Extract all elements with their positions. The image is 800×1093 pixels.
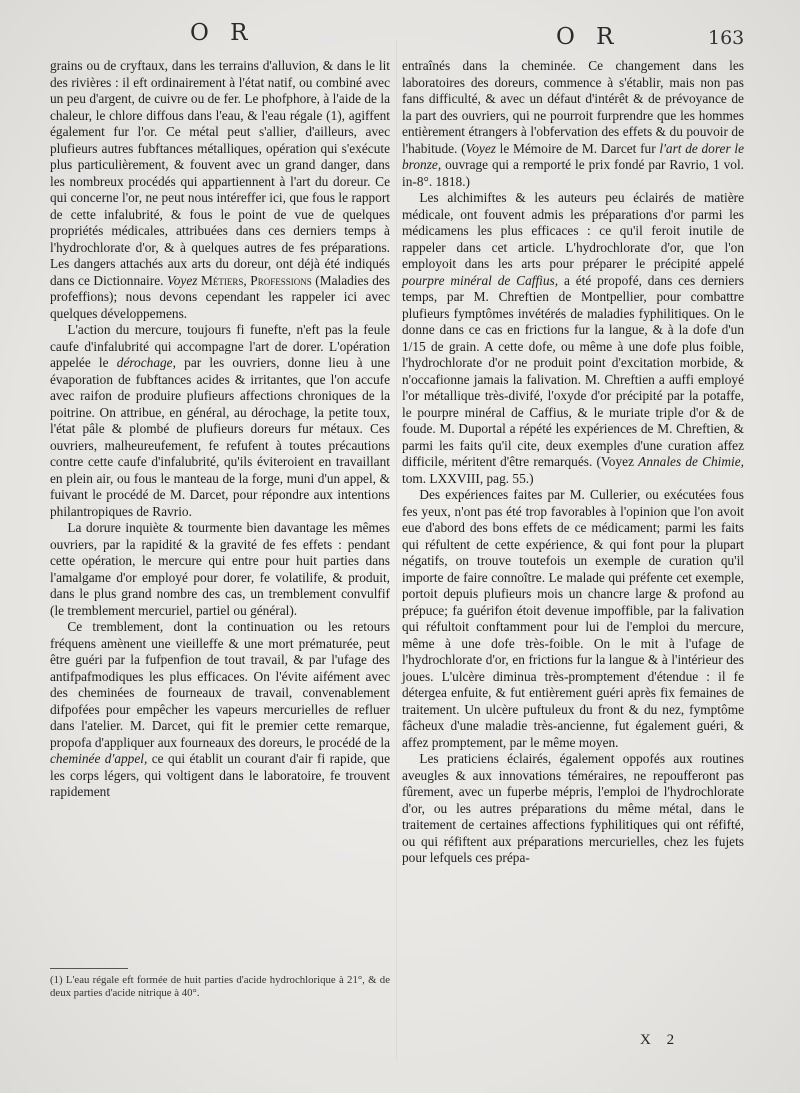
right-column <box>402 58 744 867</box>
left-column <box>50 58 390 801</box>
gutter <box>396 40 397 1060</box>
paragraph: Les praticiens éclairés, également oppofés aux routines aveugles & aux innovations téméraires, ne repoufferont pas fûrement, avec un fuperbe mépris, l'emploi de l'hydrochlorate d'or, ou les autres préparations du même métal, dans le traitement de certaines affections fyphilitiques qui ont réfifté, ou qui réfiftent aux préparations mercurielles, chez les fujets pour lefquels ces prépa- <box>402 751 744 865</box>
paragraph: Ce tremblement, dont la continuation ou les retours fréquens amènent une vieilleffe & une mort prématurée, peut être guéri par la fufpenfion de tout travail, & par l'ufage des antifpafmodiques les plus efficaces. On l'évite aifément avec des cheminées de fourneaux de travail, convenablement difpofées pour empêcher les vapeurs mercurielles de refluer dans l'atelier. M. Darcet, qui fit le premier cette remarque, propofa d'appliquer aux fourneaux des doreurs, le procédé de la cheminée d'appel, ce qui établit un courant d'air fi rapide, que les corps légers, qui voltigent dans le laboratoire, fe trouvent rapidement <box>50 619 390 799</box>
running-head-left: O R <box>190 20 255 46</box>
footnote-rule <box>50 968 128 969</box>
signature-mark: X 2 <box>640 1032 681 1048</box>
paragraph: L'action du mercure, toujours fi funefte, n'eft pas la feule caufe d'infalubrité qui accompagne l'art de dorer. L'opération appelée le dérochage, par les ouvriers, donne lieu à une évaporation de fubftances acides & irritantes, que l'on accufe avec raifon de produire plufieurs affections chroniques de la poitrine. On attribue, en général, au dérochage, la petite toux, l'état pâle & plombé de plufieurs doreurs fur métaux. Ces ouvriers, malheureufement, fe refufent à toutes précautions contre cette caufe d'infalubrité, qu'ils éviteroient en travaillant en plein air, ou fous le manteau de la forge, muni d'un appel, & fuivant le procédé de M. Darcet, pour répondre aux intentions philantropiques de Ravrio. <box>50 322 391 519</box>
footnote: (1) L'eau régale eft formée de huit parties d'acide hydrochlorique à 21°, & de deux parties d'acide nitrique à 40°. <box>50 974 390 999</box>
paragraph: La dorure inquiète & tourmente bien davantage les mêmes ouvriers, par la rapidité & la gravité de fes effets : pendant cette opération, le mercure qui entre pour huit parties dans l'amalgame d'or employé pour dorer, fe volatilife, & produit, dans le plus grand nombre des cas, un tremblement convulfif (le tremblement mercuriel, partiel ou général). <box>50 520 390 618</box>
paragraph: entraînés dans la cheminée. Ce changement dans les laboratoires des doreurs, commence à s'établir, mais non pas fans difficulté, & avec un défaut d'intérêt & de prévoyance de la part des ouvriers, qui ne pourroit furprendre que les hommes entièrement étrangers à l'obfervation des effets & du pouvoir de l'habitude. (Voyez le Mémoire de M. Darcet fur l'art de dorer le bronze, ouvrage qui a remporté le prix fondé par Ravrio, 1 vol. in-8°. 1818.) <box>402 58 744 189</box>
paragraph: grains ou de cryftaux, dans les terrains d'alluvion, & dans le lit des rivières : il eft ordinairement à l'état natif, ou combiné avec un peu d'argent, de cuivre ou de fer. Le phofphore, à l'aide de la chaleur, le chlore diffous dans l'eau, & l'eau régale (1), agiffent également fur l'or. Ce métal peut s'allier, d'ailleurs, avec plufieurs autres fubftances métalliques, opération qui s'exécute plus particulièrement, & fouvent avec un grand danger, dans les nombreux procédés qui appartiennent à l'art du doreur. Ce qui concerne l'or, ne peut nous intéreffer ici, que fous le rapport de cette infalubrité, & fous le point de vue de quelques propriétés médicales, attribuées dans ces derniers temps à l'hydrochlorate d'or, & à quelques autres de fes préparations. Les dangers attachés aux arts du doreur, ont déjà été indiqués dans ce Dictionnaire. Voyez Métiers, Professions (Maladies des profeffions); nous devons cependant les rappeler ici avec quelques développemens. <box>50 58 391 321</box>
paragraph: Des expériences faites par M. Cullerier, ou exécutées fous fes yeux, n'ont pas été trop favorables à l'opinion que l'on avoit eue d'abord des bons effets de ce médicament; parmi les faits qui réfultent de cette expérience, & qui font pour la plupart négatifs, on trouve toutefois un exemple de curation qu'il importe de faire connoître. Le malade qui préfente cet exemple, portoit depuis plufieurs mois un chancre large & profond au prépuce; fa guérifon étoit devenue impoffible, par la falivation qui réfultoit conftamment pour lui de l'emploi du mercure, même à une dofe très-foible. On le mit à l'ufage de l'hydrochlorate d'or, en frictions fur la langue & à l'intérieur des joues. L'ulcère diminua très-promptement d'étendue : il fe détergea enfuite, & fut entièrement guéri après fix femaines de traitement. Un ulcère puftuleux du front & du nez, fymptôme fâcheux d'une maladie très-ancienne, fut également guéri, & affez promptement, par le même moyen. <box>402 487 744 750</box>
page-number: 163 <box>708 27 745 49</box>
running-head-right: O R <box>556 24 621 50</box>
paragraph: Les alchimiftes & les auteurs peu éclairés de matière médicale, ont fouvent admis les préparations d'or parmi les médicamens les plus efficaces : ce qu'il feroit inutile de rappeler dans cet article. L'hydrochlorate d'or, que l'on employoit dans les arts pour préparer le précipité appelé pourpre minéral de Caffius, a été propofé, dans ces derniers temps, par M. Chreftien de Montpellier, pour combattre plufieurs fymptômes invétérés de maladies fyphilitiques. On le donne dans ce cas en frictions fur la langue, & à la dofe d'un 1/15 de grain. A cette dofe, ou même à une dofe plus foible, l'hydrochlorate d'or ne produit point d'excitation morbide, & n'occafionne jamais la falivation. M. Chreftien a auffi employé l'or métallique très-divifé, l'oxyde d'or précipité par la potaffe, le pourpre minéral de Caffius, & le muriate triple d'or & de foude. M. Duportal a répété les expériences de M. Chreftien, & parmi les faits qu'il cite, deux exemples d'une curation affez difficile, méritent d'être remarqués. (Voyez Annales de Chimie, tom. LXXVIII, pag. 55.) <box>402 190 744 486</box>
